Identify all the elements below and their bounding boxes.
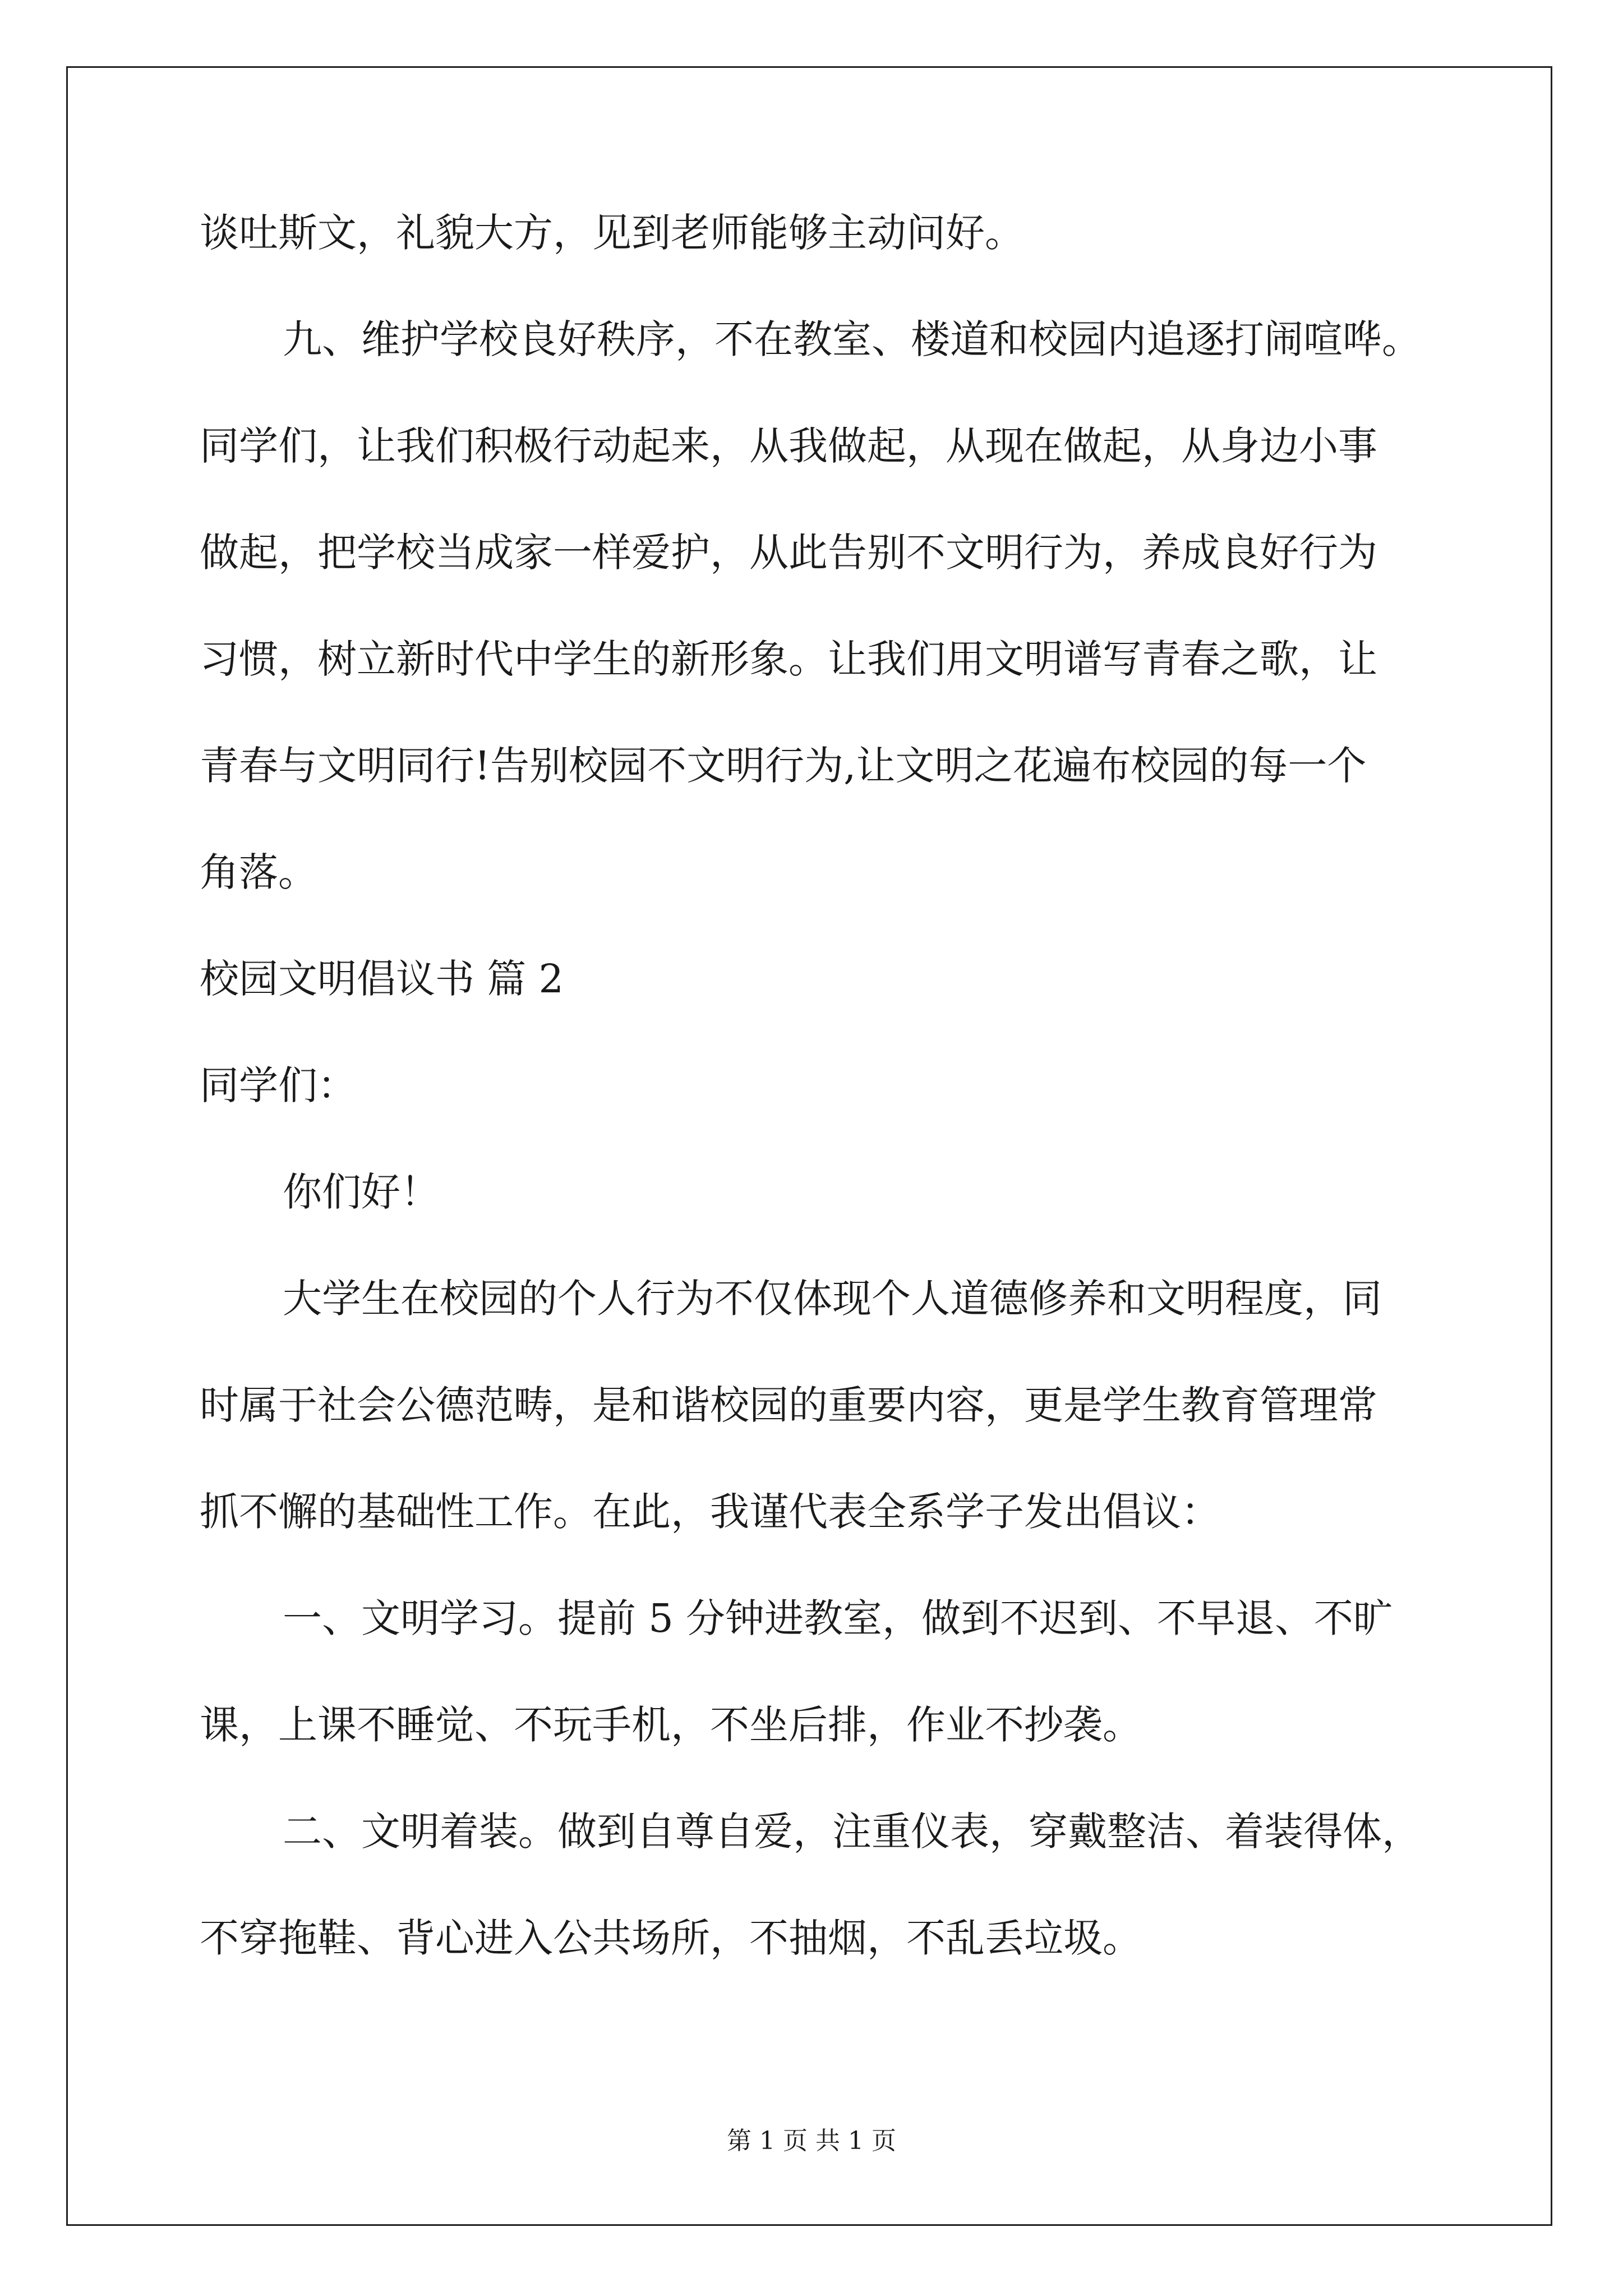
text-line: 大学生在校园的个人行为不仅体现个人道德修养和文明程度，同	[283, 1276, 1382, 1322]
text-line: 习惯，树立新时代中学生的新形象。让我们用文明谱写青春之歌，让	[200, 636, 1377, 682]
page-footer: 第 1 页 共 1 页	[727, 2127, 896, 2155]
salutation: 同学们：	[200, 1062, 357, 1108]
text-line: 时属于社会公德范畴，是和谐校园的重要内容，更是学生教育管理常	[200, 1382, 1377, 1428]
text-line: 青春与文明同行!告别校园不文明行为,让文明之花遍布校园的每一个	[200, 743, 1367, 789]
text-line: 同学们，让我们积极行动起来，从我做起，从现在做起，从身边小事	[200, 423, 1377, 469]
text-line: 谈吐斯文，礼貌大方，见到老师能够主动问好。	[200, 210, 1024, 256]
text-line: 抓不懈的基础性工作。在此，我谨代表全系学子发出倡议：	[200, 1489, 1220, 1535]
text-line: 二、文明着装。做到自尊自爱，注重仪表，穿戴整洁、着装得体，	[283, 1809, 1421, 1855]
text-line: 九、维护学校良好秩序，不在教室、楼道和校园内追逐打闹喧哗。	[283, 316, 1421, 362]
greeting: 你们好！	[283, 1169, 440, 1215]
text-line: 角落。	[200, 849, 317, 895]
page-border	[66, 66, 1552, 2226]
text-line: 做起，把学校当成家一样爱护，从此告别不文明行为，养成良好行为	[200, 530, 1377, 576]
text-line: 不穿拖鞋、背心进入公共场所，不抽烟，不乱丢垃圾。	[200, 1915, 1142, 1961]
text-line: 课，上课不睡觉、不玩手机，不坐后排，作业不抄袭。	[200, 1702, 1142, 1748]
text-line: 一、文明学习。提前 5 分钟进教室，做到不迟到、不早退、不旷	[283, 1595, 1393, 1641]
section-heading: 校园文明倡议书 篇 2	[200, 956, 564, 1002]
